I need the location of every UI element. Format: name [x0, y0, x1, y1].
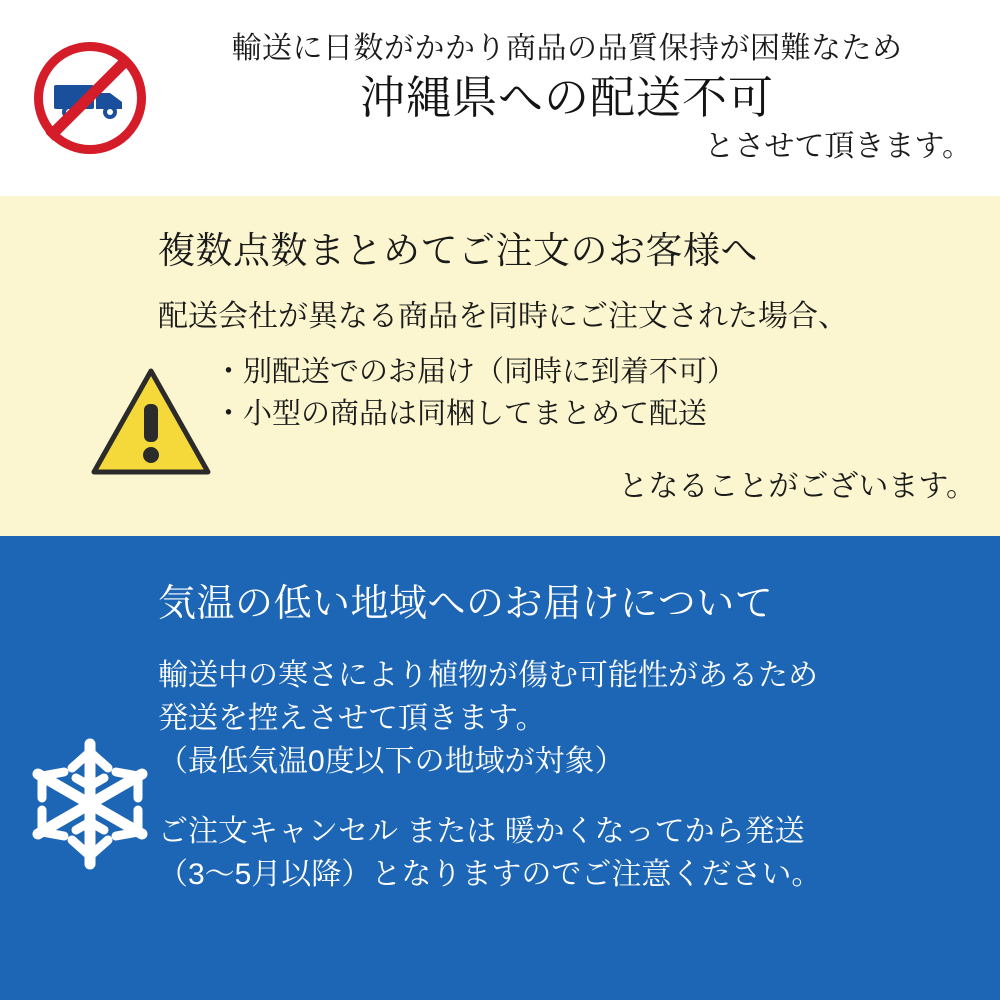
cold-region-body-1: 輸送中の寒さにより植物が傷む可能性があるため: [158, 659, 818, 693]
multiple-items-tail: となることがございます。: [618, 470, 976, 504]
no-truck-sign-icon: [34, 42, 146, 154]
okinawa-main-text: 沖縄県への配送不可: [359, 71, 774, 123]
cold-region-spacer: [158, 783, 982, 811]
cold-region-body-2: 発送を控えさせて頂きます。: [158, 701, 546, 735]
cold-region-body-3: （最低気温0度以下の地域が対象）: [158, 744, 625, 778]
multiple-items-section: [0, 196, 1000, 536]
cold-region-section: [0, 536, 1000, 1000]
okinawa-tail-text: とさせて頂きます。: [704, 130, 972, 164]
multiple-items-lead: 配送会社が異なる商品を同時にご注文された場合、: [158, 299, 848, 333]
cold-region-title: 気温の低い地域へのお届けについて: [158, 583, 774, 625]
multiple-items-text-wrap: [158, 227, 982, 506]
okinawa-icon-wrap: [22, 42, 158, 154]
multiple-items-bullet-1: ・別配送でのお届け（同時に到着不可）: [214, 356, 737, 389]
snowflake-icon-wrap: [22, 734, 158, 874]
multiple-items-bullet-2: ・小型の商品は同梱してまとめて配送: [214, 398, 708, 431]
cold-region-text-wrap: [158, 562, 982, 896]
okinawa-notice-section: [0, 0, 1000, 196]
snowflake-icon: [20, 734, 160, 874]
cold-region-notice-2: （3〜5月以降）となりますのでご注意ください。: [158, 857, 822, 891]
okinawa-text-wrap: [158, 30, 982, 166]
cold-region-notice-1: ご注文キャンセル または 暖かくなってから発送: [158, 815, 805, 849]
multiple-items-title: 複数点数まとめてご注文のお客様へ: [158, 229, 758, 271]
okinawa-lead-text: 輸送に日数がかかり商品の品質保持が困難なため: [231, 32, 903, 66]
